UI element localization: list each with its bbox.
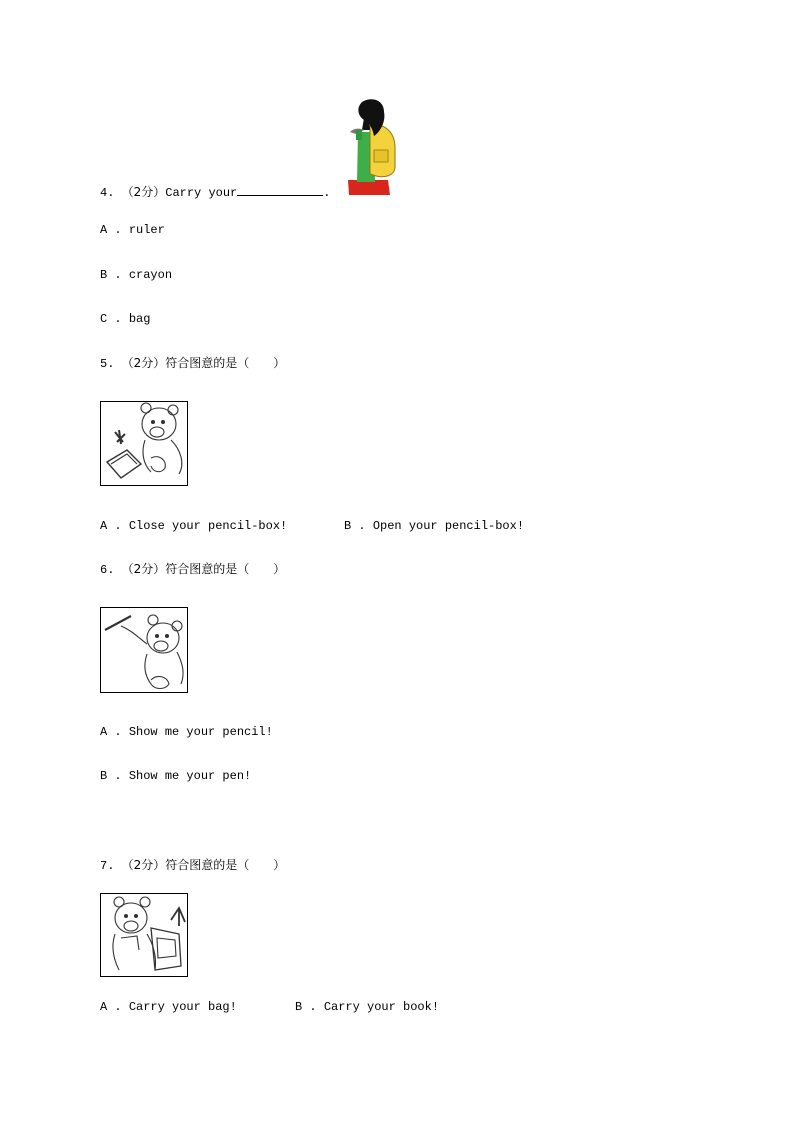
- option-a[interactable]: [100, 725, 273, 739]
- question-number: 7.: [100, 859, 115, 873]
- option-letter: B: [100, 769, 108, 783]
- option-text: Carry your book!: [323, 1000, 440, 1014]
- bear-pencil-box-illustration: [100, 401, 188, 486]
- option-text: crayon: [128, 268, 173, 282]
- option-a[interactable]: [100, 1000, 237, 1014]
- option-separator: .: [351, 519, 373, 533]
- option-separator: .: [107, 268, 129, 282]
- question-stem-text: 符合图意的是（ ）: [165, 858, 286, 872]
- bear-carrying-bag-illustration: [100, 893, 188, 977]
- bear-holding-pen-illustration: [100, 607, 188, 693]
- option-b[interactable]: [100, 769, 251, 783]
- option-text: Open your pencil-box!: [372, 519, 525, 533]
- question-stem-text: Carry your: [165, 186, 238, 200]
- option-letter: B: [100, 268, 108, 282]
- option-separator: .: [107, 769, 129, 783]
- question-number: 5.: [100, 357, 115, 371]
- question-points: （2分）: [121, 858, 166, 872]
- option-text: ruler: [128, 223, 165, 237]
- option-separator: .: [107, 223, 129, 237]
- question-6-stem: [100, 562, 285, 577]
- option-separator: .: [107, 725, 129, 739]
- question-points: （2分）: [121, 185, 166, 199]
- option-letter: B: [295, 1000, 303, 1014]
- option-c[interactable]: [100, 312, 150, 326]
- question-stem-text: 符合图意的是（ ）: [165, 356, 286, 370]
- option-letter: A: [100, 725, 108, 739]
- option-separator: .: [107, 1000, 129, 1014]
- option-text: Show me your pen!: [128, 769, 252, 783]
- option-letter: A: [100, 1000, 108, 1014]
- option-a[interactable]: [100, 519, 287, 533]
- option-b[interactable]: [344, 519, 524, 533]
- option-text: Close your pencil-box!: [128, 519, 288, 533]
- option-b[interactable]: [100, 268, 172, 282]
- option-text: Show me your pencil!: [128, 725, 273, 739]
- option-letter: B: [344, 519, 352, 533]
- option-letter: A: [100, 223, 108, 237]
- option-separator: .: [302, 1000, 324, 1014]
- question-7-stem: [100, 858, 285, 873]
- option-letter: C: [100, 312, 108, 326]
- option-letter: A: [100, 519, 108, 533]
- option-b[interactable]: [295, 1000, 439, 1014]
- question-5-stem: [100, 356, 285, 371]
- option-separator: .: [107, 519, 129, 533]
- answer-blank[interactable]: [237, 184, 323, 196]
- question-points: （2分）: [121, 562, 166, 576]
- question-number: 4.: [100, 186, 115, 200]
- option-text: bag: [128, 312, 151, 326]
- question-4-stem: [100, 184, 330, 200]
- girl-with-backpack-illustration: [344, 96, 400, 196]
- question-points: （2分）: [121, 356, 166, 370]
- question-stem-text: 符合图意的是（ ）: [165, 562, 286, 576]
- question-number: 6.: [100, 563, 115, 577]
- option-a[interactable]: [100, 223, 165, 237]
- question-stem-end: .: [323, 186, 331, 200]
- option-separator: .: [107, 312, 129, 326]
- option-text: Carry your bag!: [128, 1000, 237, 1014]
